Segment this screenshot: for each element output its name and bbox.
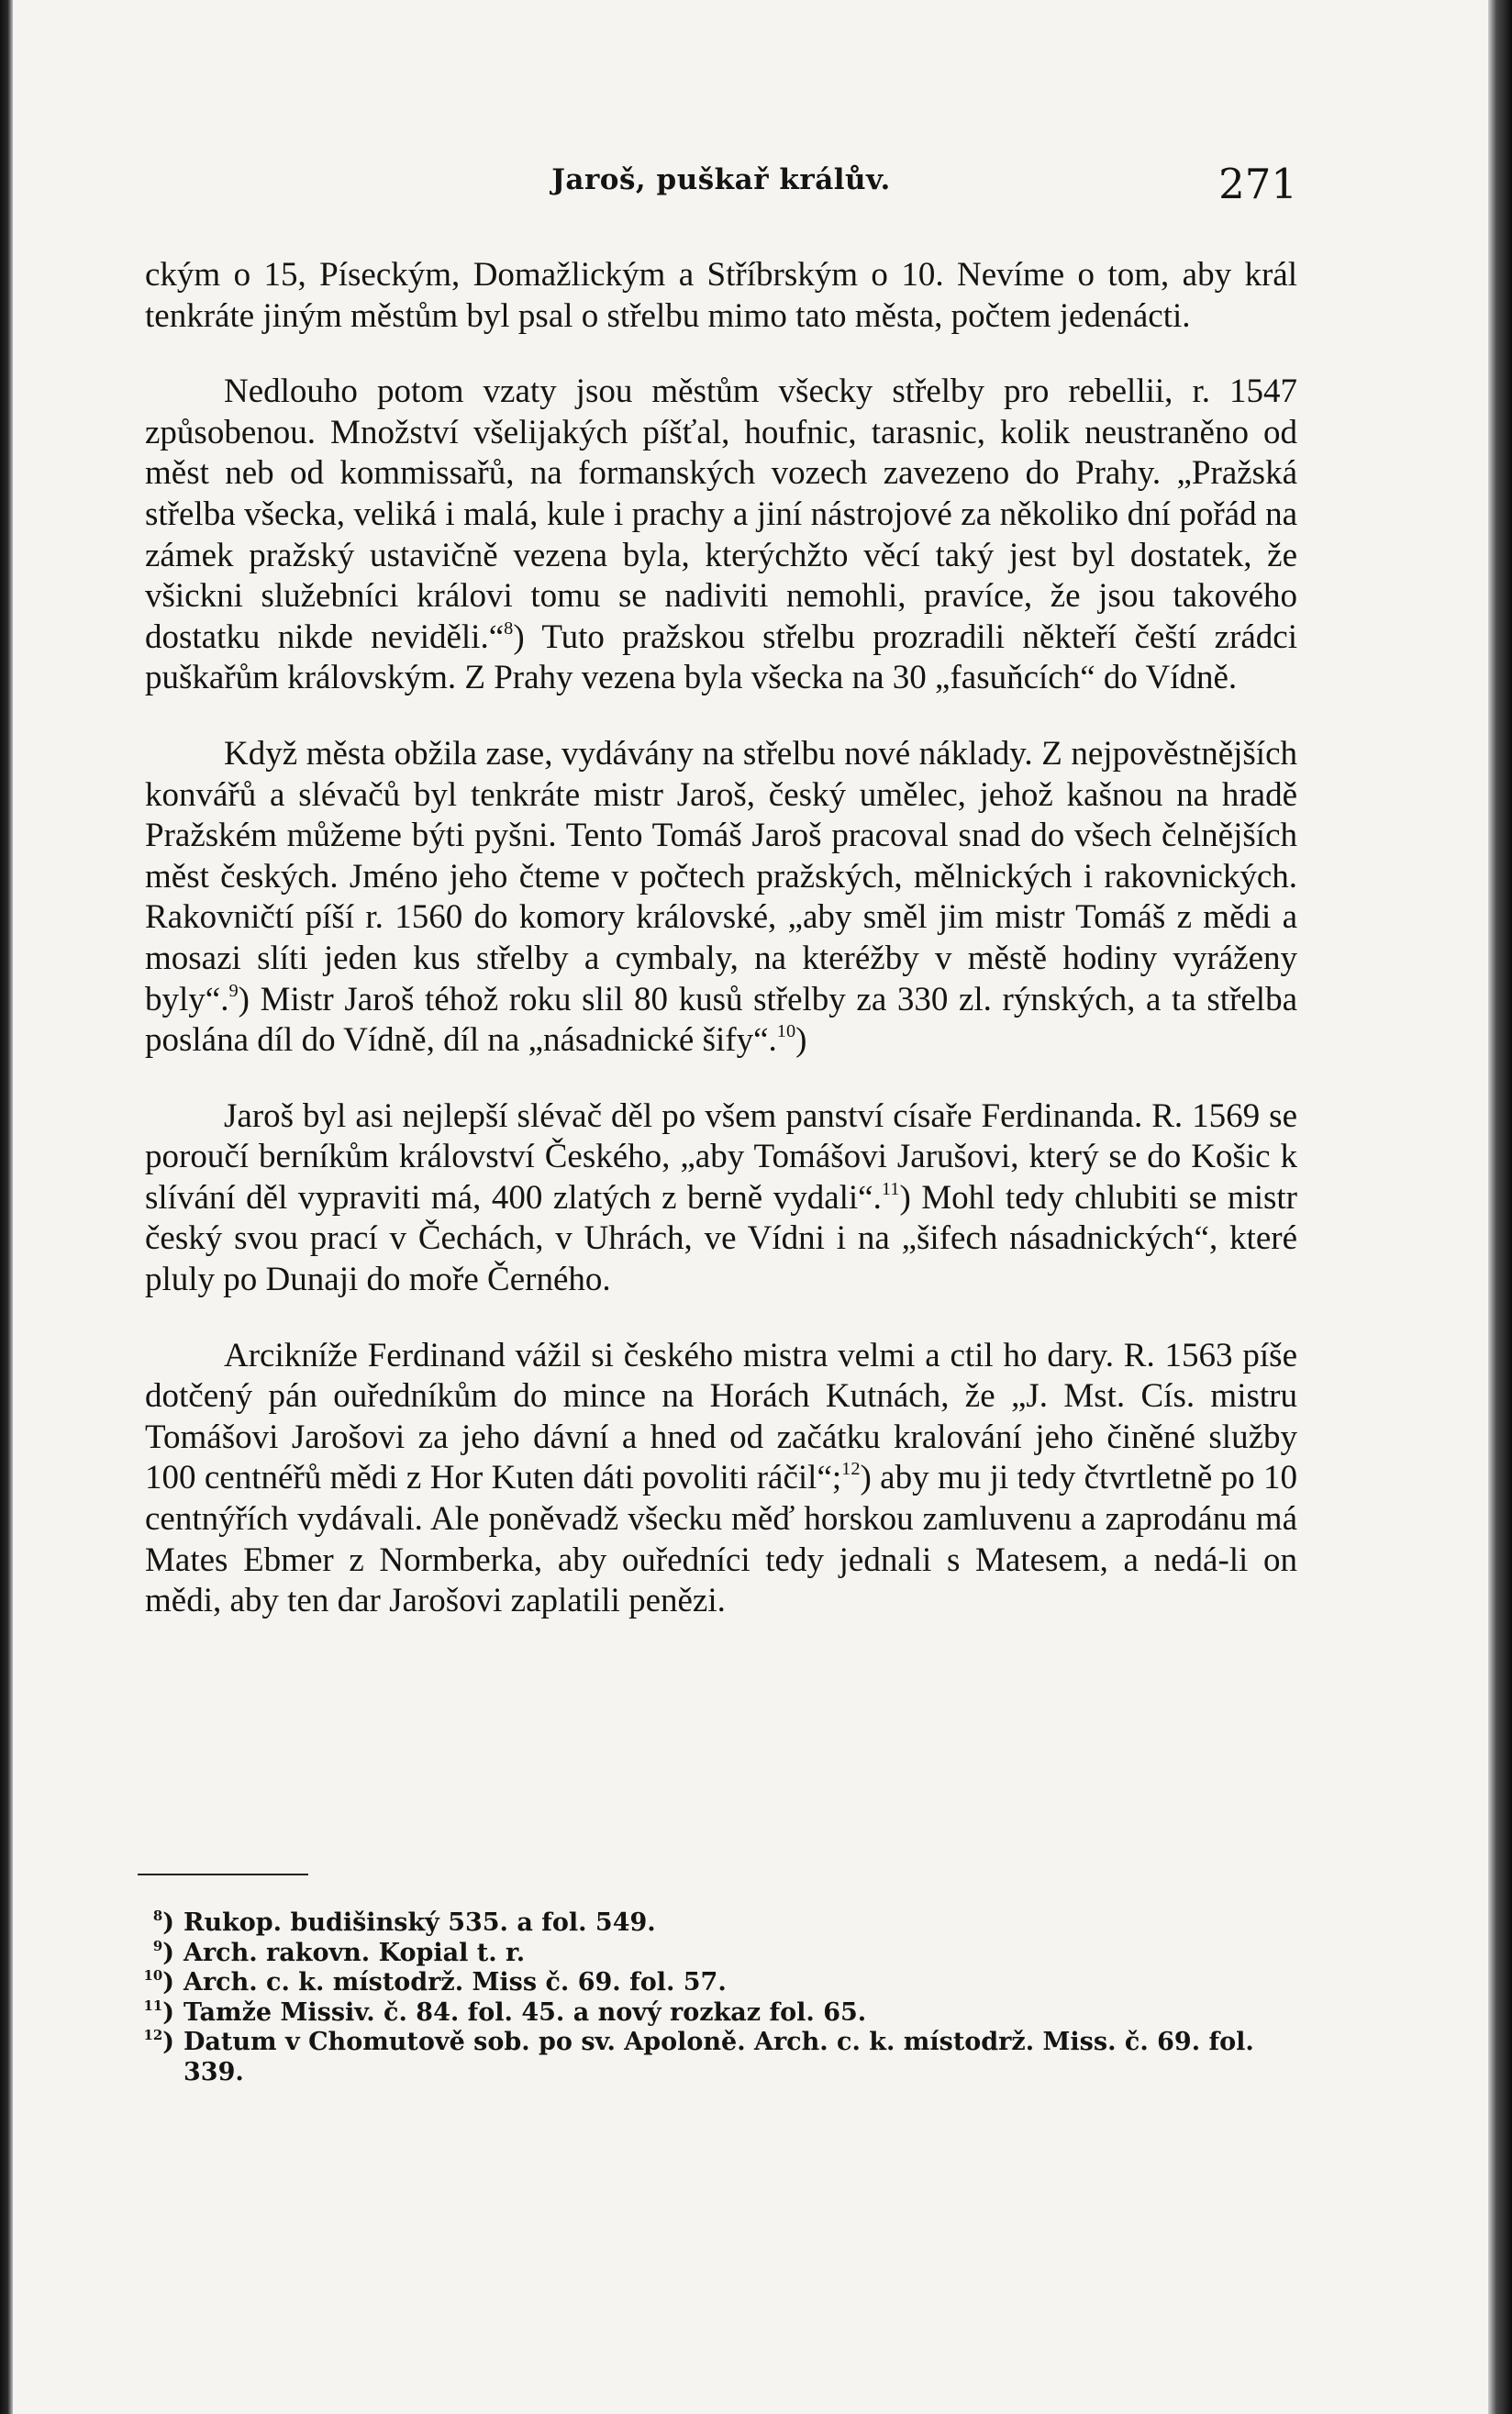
footnotes xyxy=(138,1908,1303,2087)
footnote-text: Datum v Chomutově sob. po sv. Apoloně. Arch. c. k. místodrž. Miss. č. 69. fol. 339. xyxy=(183,2028,1254,2086)
footnote-ref-10: 10 xyxy=(776,1020,796,1041)
page-header xyxy=(145,160,1297,215)
footnote-mark: $^9$) xyxy=(152,1937,174,1967)
paragraph-gap xyxy=(145,337,1297,372)
page-right-edge xyxy=(1488,0,1512,2414)
footnote-mark: $^{12}$) xyxy=(143,2026,174,2056)
footnote-separator xyxy=(138,1874,308,1875)
paragraph-gap xyxy=(145,1062,1297,1096)
paragraph-2: Nedlouho potom vzaty jsou městům všecky střelby pro rebellii, r. 1547 způsobenou. Množství všelijakých píšťal, houfnic, tarasnic, kolik neustraněno od měst neb od kommissařů, na formanských vozech zavezeno do Prahy. „Pražská střelba všecka, veliká i malá, kule i prachy a jiní nástrojové za několiko dní pořád na zámek pražský ustavičně vezena byla, kterýchžto věcí taký jest byl dostatek, že všickni služebníci královi tomu se nadiviti nemohli, pravíce, že jsou takového dostatku nikde neviděli.“$^8$) Tuto pražskou střelbu prozradili někteří čeští zrádci puškařům královským. Z Prahy vezena byla všecka na 30 „fasuňcích“ do Vídně. xyxy=(145,373,1297,697)
footnote-mark: $^8$) xyxy=(152,1907,174,1937)
paragraph-2-text-b: Tuto pražskou střelbu prozradili někteří čeští zrádci puškařům královským. Z Prahy vezena byla všecka na 30 „fasuňcích“ do Vídně. xyxy=(145,617,1297,697)
paragraph-4-text-a: Jaroš byl asi nejlepší slévač děl po všem panství císaře Ferdinanda. R. 1569 se poroučí berníkům království Českého, „aby Tomášovi Jarušovi, který se do Košic k slívání děl vypraviti má, 400 zlatých z berně vydali“. xyxy=(145,1096,1297,1217)
footnote-text: Arch. c. k. místodrž. Miss č. 69. fol. 57. xyxy=(183,1968,727,1997)
footnote-mark: $^{11}$) xyxy=(143,1997,174,2027)
footnote-8 xyxy=(138,1908,1303,1939)
footnote-11 xyxy=(138,1998,1303,2029)
footnote-text: Rukop. budišinský 535. a fol. 549. xyxy=(183,1908,656,1937)
footnote-ref-9: 9 xyxy=(228,980,239,1001)
paragraph-1 xyxy=(145,255,1297,337)
paragraph-1-text: ckým o 15, Píseckým, Domažlickým a Stříbrským o 10. Nevíme o tom, aby král tenkráte jiným městům byl psal o střelbu mimo tato města, počtem jedenácti. xyxy=(145,256,1297,335)
footnote-ref-11: 11 xyxy=(881,1178,900,1199)
paragraph-3-text-a: Když města obžila zase, vydávány na střelbu nové náklady. Z nejpověstnějších konvářů a slévačů byl tenkráte mistr Jaroš, český umělec, jehož kašnou na hradě Pražském můžeme býti pyšni. Tento Tomáš Jaroš pracoval snad do všech čelnějších měst českých. Jméno jeho čteme v počtech pražských, mělnických i rakovnických. Rakovničtí píší r. 1560 do komory královské, „aby směl jim mistr Tomáš z mědi a mosazi slíti jeden kus střelby a cymbaly, na kteréžby v městě hodiny vyráženy byly“. xyxy=(145,734,1297,1018)
footnote-text: Tamže Missiv. č. 84. fol. 45. a nový rozkaz fol. 65. xyxy=(183,1997,867,2027)
footnote-ref-8: 8 xyxy=(504,617,514,639)
paragraph-3-text-b: Mistr Jaroš téhož roku slil 80 kusů střelby za 330 zl. rýnských, a ta střelba poslána díl do Vídně, díl na „násadnické šify“. xyxy=(145,980,1297,1060)
footnote-10 xyxy=(138,1968,1303,1998)
paragraph-5-text-b: aby mu ji tedy čtvrtletně po 10 centnýřích vydávali. Ale poněvadž všecku měď horskou zamluvenu a zaprodánu má Mates Ebmer z Normberka, aby ouředníci tedy jednali s Matesem, a nedá-li on mědi, aby ten dar Jarošovi zaplatili penězi. xyxy=(145,1459,1297,1620)
paragraph-gap xyxy=(145,1301,1297,1336)
paragraph-4-text-b: Mohl tedy chlubiti se mistr český svou prací v Čechách, v Uhrách, ve Vídni i na „šifech násadnických“, které pluly po Dunaji do moře Černého. xyxy=(145,1178,1297,1299)
paragraph-3: Když města obžila zase, vydávány na střelbu nové náklady. Z nejpověstnějších konvářů a slévačů byl tenkráte mistr Jaroš, český umělec, jehož kašnou na hradě Pražském můžeme býti pyšni. Tento Tomáš Jaroš pracoval snad do všech čelnějších měst českých. Jméno jeho čteme v počtech pražských, mělnických i rakovnických. Rakovničtí píší r. 1560 do komory královské, „aby směl jim mistr Tomáš z mědi a mosazi slíti jeden kus střelby a cymbaly, na kteréžby v městě hodiny vyráženy byly“.$^9$) Mistr Jaroš téhož roku slil 80 kusů střelby za 330 zl. rýnských, a ta střelba poslána díl do Vídně, díl na „násadnické šify“.$^{10}$) xyxy=(145,734,1297,1060)
footnote-9 xyxy=(138,1939,1303,1969)
footnote-12 xyxy=(138,2028,1303,2087)
paragraph-2-text-a: Nedlouho potom vzaty jsou městům všecky střelby pro rebellii, r. 1547 způsobenou. Množství všelijakých píšťal, houfnic, tarasnic, kolik neustraněno od měst neb od kommissařů, na formanských vozech zavezeno do Prahy. „Pražská střelba všecka, veliká i malá, kule i prachy a jiní nástrojové za několiko dní pořád na zámek pražský ustavičně vezena byla, kterýchžto věcí taký jest byl dostatek, že všickni služebníci královi tomu se nadiviti nemohli, pravíce, že jsou takového dostatku nikde neviděli.“ xyxy=(145,373,1297,656)
running-title: Jaroš, puškař králův. xyxy=(551,163,891,196)
paragraph-4: Jaroš byl asi nejlepší slévač děl po všem panství císaře Ferdinanda. R. 1569 se poroučí berníkům království Českého, „aby Tomášovi Jarušovi, který se do Košic k slívání děl vypraviti má, 400 zlatých z berně vydali“.$^{11}$) Mohl tedy chlubiti se mistr český svou prací v Čechách, v Uhrách, ve Vídni i na „šifech násadnických“, které pluly po Dunaji do moře Černého. xyxy=(145,1096,1297,1299)
page-number: 271 xyxy=(1218,160,1297,208)
paragraph-5-text-a: Arcikníže Ferdinand vážil si českého mistra velmi a ctil ho dary. R. 1563 píše dotčený pán ouředníkům do mince na Horách Kutnách, že „J. Mst. Cís. mistru Tomášovi Jarošovi za jeho dávní a hned od začátku kralování jeho činěné služby 100 centnéřů mědi z Hor Kuten dáti povoliti ráčil“; xyxy=(145,1336,1297,1497)
footnote-text: Arch. rakovn. Kopial t. r. xyxy=(183,1938,526,1967)
footnote-ref-12: 12 xyxy=(841,1459,861,1480)
footnote-mark: $^{10}$) xyxy=(143,1966,174,1997)
paragraph-gap xyxy=(145,699,1297,734)
page-left-edge xyxy=(0,0,13,2414)
main-text xyxy=(145,255,1297,1622)
paragraph-5: Arcikníže Ferdinand vážil si českého mistra velmi a ctil ho dary. R. 1563 píše dotčený pán ouředníkům do mince na Horách Kutnách, že „J. Mst. Cís. mistru Tomášovi Jarošovi za jeho dávní a hned od začátku kralování jeho činěné služby 100 centnéřů mědi z Hor Kuten dáti povoliti ráčil“;$^{12}$) aby mu ji tedy čtvrtletně po 10 centnýřích vydávali. Ale poněvadž všecku měď horskou zamluvenu a zaprodánu má Mates Ebmer z Normberka, aby ouředníci tedy jednali s Matesem, a nedá-li on mědi, aby ten dar Jarošovi zaplatili penězi. xyxy=(145,1336,1297,1620)
